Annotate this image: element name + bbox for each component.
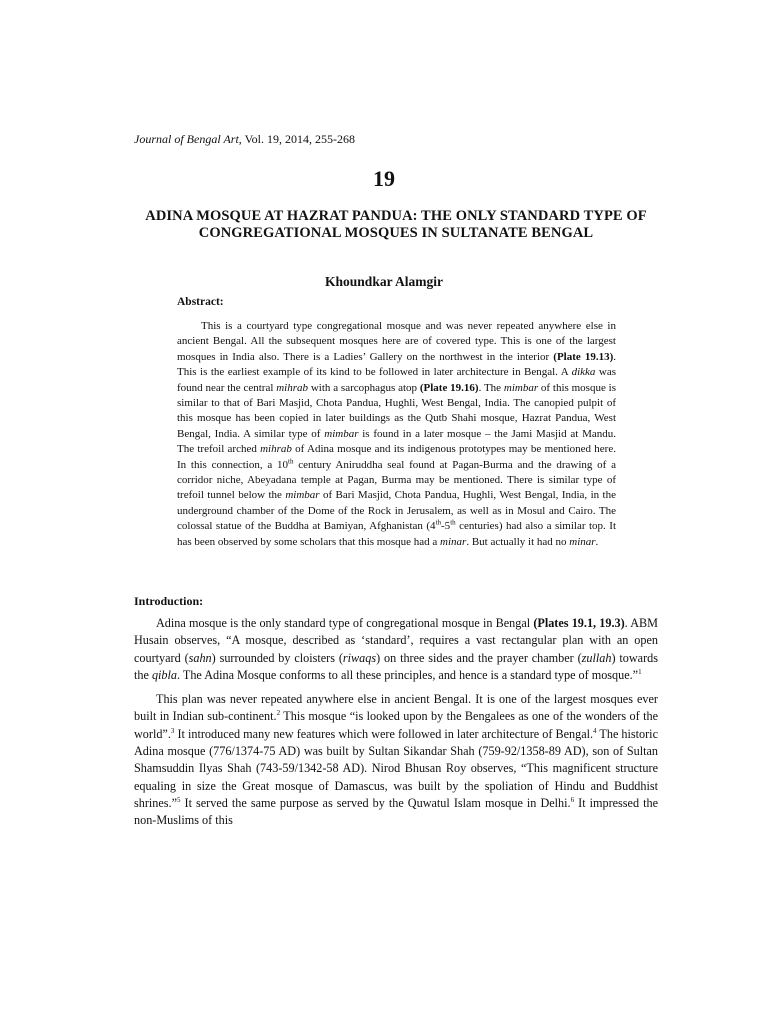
- bold-run: (Plate 19.16): [419, 381, 479, 394]
- abstract-body: [177, 319, 616, 550]
- text-run: . ABM Husain observes, “A mosque, described as ‘standard’, requires a vast rectangular plan with an open courtyard (: [134, 616, 658, 665]
- italic-term: mihrab: [276, 381, 309, 394]
- text-run: is found in a later mosque – the Jami Masjid at Mandu. The trefoil arched: [177, 427, 616, 456]
- italic-term: riwaqs: [342, 650, 377, 665]
- text-run: of Bari Masjid, Chota Pandua, Hughli, West Bengal, India, in the underground chamber of the Dome of the Rock in Jerusalem, as well as in Mosul and Cairo. The colossal statue of the Buddha at Bamiyan, Afghanistan (4: [177, 489, 616, 533]
- text-run: This plan was never repeated anywhere else in ancient Bengal. It is one of the largest mosques ever built in Indian sub-continent.: [134, 692, 658, 724]
- text-run: . But actually it had no: [466, 535, 570, 548]
- italic-term: mihrab: [260, 443, 292, 456]
- introduction-body: [134, 615, 658, 837]
- italic-term: zullah: [581, 650, 612, 665]
- text-run: This mosque “is looked upon by the Bengalees as one of the wonders of the world”.: [134, 709, 658, 741]
- italic-term: minar: [569, 535, 596, 548]
- text-run: of Adina mosque and its indigenous prototypes may be mentioned here. In this connection, a 10: [177, 443, 616, 471]
- italic-term: sahn: [188, 650, 212, 665]
- text-run: centuries) had also a similar top. It has been observed by some scholars that this mosque had a: [177, 520, 616, 548]
- superscript: 4: [593, 726, 597, 735]
- bold-run: (Plate 19.13): [553, 350, 614, 363]
- abstract-heading: Abstract:: [177, 296, 224, 308]
- introduction-heading: Introduction:: [134, 594, 204, 608]
- bold-run: (Plates 19.1, 19.3): [533, 616, 625, 630]
- italic-term: dikka: [571, 366, 596, 379]
- superscript: 6: [570, 795, 575, 804]
- italic-term: mimbar: [285, 489, 320, 502]
- text-run: This is a courtyard type congregational mosque and was never repeated anywhere else in ancient Bengal. All the subsequent mosques here are of covered type. This is one of the largest mosques in India also. There is a Ladies’ Gallery on the northwest in the interior: [177, 320, 616, 363]
- text-run: century Aniruddha seal found at Pagan-Burma and the drawing of a corridor niche, Abeyadana temple at Pagan, Burma may be mentioned. There is similar type of trefoil tunnel below the: [177, 458, 616, 502]
- superscript: th: [450, 518, 456, 527]
- journal-details: , Vol. 19, 2014, 255-268: [238, 132, 356, 146]
- journal-name: Journal of Bengal Art: [134, 132, 239, 146]
- text-run: Adina mosque is the only standard type of congregational mosque in Bengal: [156, 616, 534, 630]
- journal-citation: [134, 131, 355, 147]
- italic-term: qibla: [151, 667, 177, 682]
- superscript: th: [288, 457, 294, 465]
- text-run: . This is the earliest example of its kind to be followed in later architecture in Bengal. A: [177, 350, 617, 379]
- chapter-number: 19: [373, 166, 395, 191]
- text-run: .: [595, 535, 599, 548]
- text-run: The historic Adina mosque (776/1374-75 AD) was built by Sultan Sikandar Shah (759-92/1358-89 AD), son of Sultan Shamsuddin Ilyas Shah (743-59/1342-58 AD). Nirod Bhusan Roy observes, “This magnificent structure equaling in size the Great mosque of Damascus, was built by the spoliation of Hindu and Buddhist shrines.”: [134, 726, 658, 810]
- text-run: with a sarcophagus atop: [308, 381, 420, 394]
- text-run: . The Adina Mosque conforms to all these principles, and hence is a standard type of mosque.”: [177, 667, 639, 682]
- italic-term: mimbar: [324, 427, 359, 440]
- text-run: ) surrounded by cloisters (: [211, 650, 343, 665]
- text-run: -5: [441, 520, 451, 533]
- text-run: It impressed the non-Muslims of this: [134, 795, 658, 828]
- text-run: It introduced many new features which were followed in later architecture of Bengal.: [174, 726, 594, 741]
- text-run: of this mosque is similar to that of Bari Masjid, Chota Pandua, Hughli, West Bengal, India. The canopied pulpit of this mosque has been copied in later buildings as the Qutb Shahi mosque, Hazrat Pandua, West Bengal, India. A similar type of: [177, 381, 616, 440]
- text-run: ) towards the: [134, 650, 658, 682]
- text-run: . The: [478, 381, 504, 394]
- superscript: 3: [170, 726, 175, 735]
- abstract-paragraph: [177, 319, 616, 550]
- text-run: ) on three sides and the prayer chamber (: [376, 650, 582, 665]
- body-paragraph: [134, 691, 658, 829]
- author-name: Khoundkar Alamgir: [325, 274, 443, 289]
- superscript: 2: [276, 709, 281, 718]
- superscript: th: [435, 518, 442, 527]
- paper-title: ADINA MOSQUE AT HAZRAT PANDUA: THE ONLY STANDARD TYPE OF CONGREGATIONAL MOSQUES IN SULTANATE BENGAL: [145, 208, 647, 241]
- italic-term: minar: [440, 535, 467, 548]
- italic-term: mimbar: [503, 381, 539, 394]
- superscript: 5: [176, 795, 181, 804]
- superscript: 1: [638, 667, 642, 676]
- body-paragraph: [134, 615, 658, 684]
- text-run: was found near the central: [177, 366, 616, 394]
- text-run: It served the same purpose as served by the Quwatul Islam mosque in Delhi.: [180, 795, 571, 810]
